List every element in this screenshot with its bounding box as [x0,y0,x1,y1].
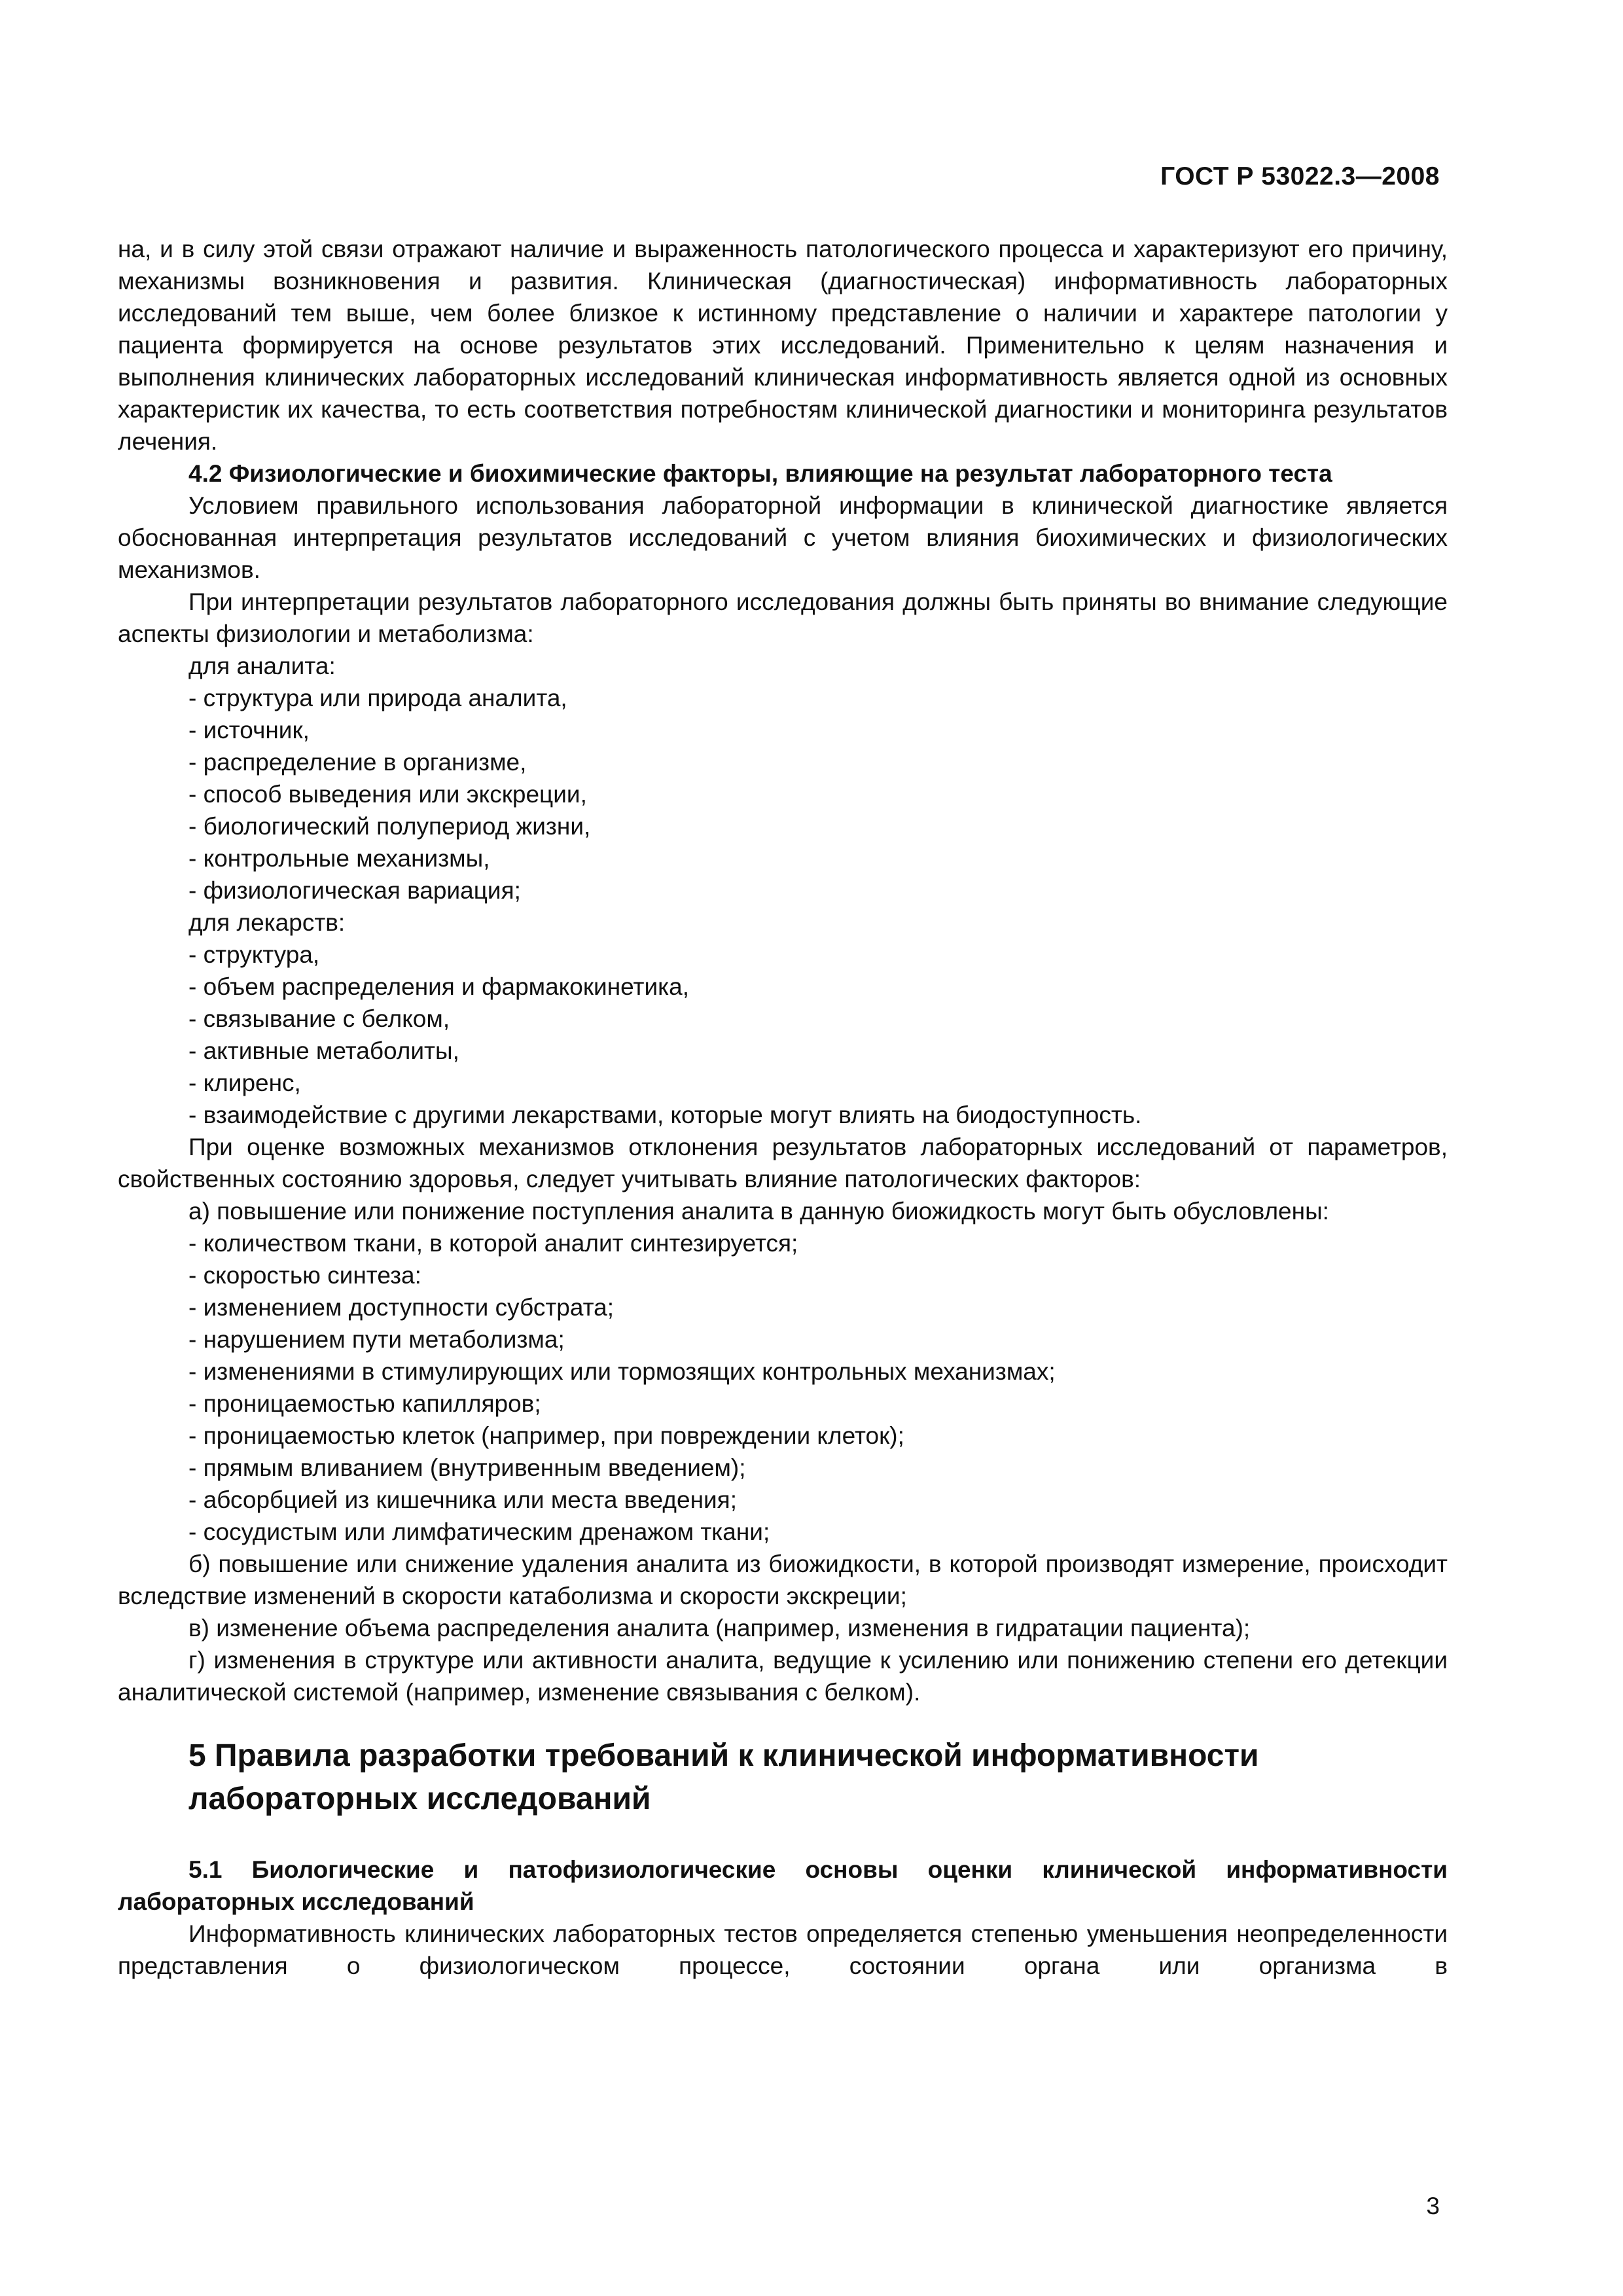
enumerated-item-b: б) повышение или снижение удаления аналита из биожидкости, в которой производят измерение, происходит вследствие изменений в скорости катаболизма и скорости экскреции; [118,1551,1448,1609]
list-item: - источник, [188,717,310,744]
list-item: - проницаемостью клеток (например, при повреждении клеток); [188,1422,904,1449]
document-code-header: ГОСТ Р 53022.3—2008 [1160,162,1440,190]
list-item: - сосудистым или лимфатическим дренажом ткани; [188,1518,770,1545]
enumerated-item-v: в) изменение объема распределения аналита (например, изменения в гидратации пациента); [188,1615,1251,1641]
list-intro-analyte: для аналита: [188,653,336,679]
list-item: - скоростью синтеза: [188,1262,421,1289]
section-5-heading-line-1: 5 Правила разработки требований к клинической информативности [188,1738,1259,1773]
paragraph: При интерпретации результатов лабораторного исследования должны быть приняты во внимание следующие аспекты физиологии и метаболизма: [118,588,1448,647]
list-item: - объем распределения и фармакокинетика, [188,973,689,1000]
list-item: - количеством ткани, в которой аналит синтезируется; [188,1230,798,1257]
list-item: - проницаемостью капилляров; [188,1390,541,1417]
subsection-5-1-heading: 5.1 Биологические и патофизиологические основы оценки клинической информативности лабораторных исследований [118,1856,1448,1915]
list-item: - абсорбцией из кишечника или места введения; [188,1486,737,1513]
paragraph-continuation: на, и в силу этой связи отражают наличие и выраженность патологического процесса и характеризуют его причину, механизмы возникновения и развития. Клиническая (диагностическая) информативность лабораторных исследований тем выше, чем более близкое к истинному представление о наличии и характере патологии у пациента формируется на основе результатов этих исследований. Применительно к целям назначения и выполнения клинических лабораторных исследований клиническая информативность является одной из основных характеристик их качества, то есть соответствия потребностям клинической диагностики и мониторинга результатов лечения. [118,236,1448,455]
enumerated-item-a: а) повышение или понижение поступления аналита в данную биожидкость могут быть обусловлены: [188,1198,1329,1225]
list-item: - изменением доступности субстрата; [188,1294,614,1321]
list-item: - изменениями в стимулирующих или тормозящих контрольных механизмах; [188,1358,1056,1385]
list-item: - распределение в организме, [188,749,527,776]
subsection-4-2-heading: 4.2 Физиологические и биохимические факторы, влияющие на результат лабораторного теста [188,460,1332,487]
list-item: - контрольные механизмы, [188,845,490,872]
paragraph: При оценке возможных механизмов отклонения результатов лабораторных исследований от параметров, свойственных состоянию здоровья, следует учитывать влияние патологических факторов: [118,1134,1448,1193]
list-item: - активные метаболиты, [188,1037,459,1064]
paragraph: Информативность клинических лабораторных тестов определяется степенью уменьшения неопределенности представления о физиологическом процессе, состоянии органа или организма в [118,1920,1448,1979]
list-item: - клиренс, [188,1069,301,1096]
list-item: - взаимодействие с другими лекарствами, которые могут влиять на биодоступность. [188,1102,1142,1128]
list-intro-drugs: для лекарств: [188,909,346,936]
list-item: - связывание с белком, [188,1005,450,1032]
paragraph: Условием правильного использования лабораторной информации в клинической диагностике является обоснованная интерпретация результатов исследований с учетом влияния биохимических и физиологических механизмов. [118,492,1448,583]
list-item: - способ выведения или экскреции, [188,781,587,808]
document-body [118,233,1448,1982]
list-item: - структура, [188,941,320,968]
list-item: - нарушением пути метаболизма; [188,1326,565,1353]
list-item: - структура или природа аналита, [188,685,567,711]
list-item: - прямым вливанием (внутривенным введением); [188,1454,746,1481]
enumerated-item-g: г) изменения в структуре или активности аналита, ведущие к усилению или понижению степени его детекции аналитической системой (например, изменение связывания с белком). [118,1647,1448,1706]
section-5-heading-line-2: лабораторных исследований [188,1782,651,1816]
page-number: 3 [1426,2193,1440,2219]
list-item: - биологический полупериод жизни, [188,813,591,840]
list-item: - физиологическая вариация; [188,877,521,904]
section-5-heading [118,1734,1448,1821]
